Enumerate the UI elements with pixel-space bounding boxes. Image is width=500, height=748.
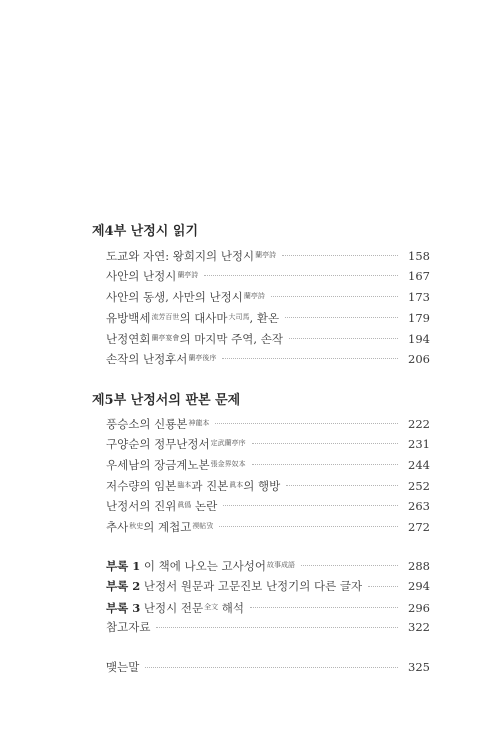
toc-entry[interactable] xyxy=(106,477,430,493)
entry-title: 손작의 난정후서$^{蘭亭後序}$ xyxy=(106,352,217,366)
entry-title: 우세남의 장금계노본$^{張金界奴本}$ xyxy=(106,458,246,472)
toc-entry-appendix-3[interactable] xyxy=(106,599,430,615)
toc-entry-closing[interactable] xyxy=(106,659,430,675)
toc-entry[interactable] xyxy=(106,456,430,472)
dot-leader xyxy=(145,666,398,668)
entry-title: 난정연회$^{蘭亭宴會}$의 마지막 주역, 손작 xyxy=(106,332,283,346)
toc-entry-appendix-1[interactable] xyxy=(106,557,430,573)
entry-title: 사안의 난정시$^{蘭亭詩}$ xyxy=(106,269,199,283)
page-number: 296 xyxy=(408,601,430,615)
dot-leader xyxy=(222,357,398,359)
toc-entry-appendix-2[interactable] xyxy=(106,578,430,594)
entry-title: 사안의 동생, 사만의 난정시$^{蘭亭詩}$ xyxy=(106,290,265,304)
dot-leader xyxy=(223,504,398,506)
dot-leader xyxy=(252,463,398,465)
page-number: 173 xyxy=(408,290,430,304)
dot-leader xyxy=(156,626,398,628)
page-number: 294 xyxy=(408,579,430,593)
entry-title: 유방백세$^{流芳百世}$의 대사마$^{大司馬}$, 환온 xyxy=(106,311,280,325)
entry-title: 부록 1 이 책에 나오는 고사성어$^{故事成語}$ xyxy=(106,559,295,573)
toc-entry[interactable] xyxy=(106,518,430,534)
page-number: 325 xyxy=(408,660,430,674)
toc-entry[interactable] xyxy=(106,267,430,283)
dot-leader xyxy=(368,585,398,587)
toc-entry[interactable] xyxy=(106,415,430,431)
toc-entry[interactable] xyxy=(106,309,430,325)
dot-leader xyxy=(215,422,398,424)
dot-leader xyxy=(289,337,398,339)
dot-leader xyxy=(282,254,398,256)
entry-title: 풍승소의 신룡본$^{神龍本}$ xyxy=(106,417,210,431)
page-number: 222 xyxy=(408,417,430,431)
page-number: 167 xyxy=(408,269,430,283)
page-number: 158 xyxy=(408,249,430,263)
toc-entry[interactable] xyxy=(106,288,430,304)
page-number: 231 xyxy=(408,437,430,451)
dot-leader xyxy=(301,564,398,566)
dot-leader xyxy=(252,442,398,444)
entry-title: 참고자료 xyxy=(106,620,151,634)
page-number: 272 xyxy=(408,520,430,534)
toc-entry[interactable] xyxy=(106,497,430,513)
entry-title: 부록 2 난정서 원문과 고문진보 난정기의 다른 글자 xyxy=(106,579,363,593)
toc-entry[interactable] xyxy=(106,330,430,346)
dot-leader xyxy=(286,484,398,486)
entry-title: 구양순의 정무난정서$^{定武蘭亭序}$ xyxy=(106,437,246,451)
page-number: 252 xyxy=(408,479,430,493)
dot-leader xyxy=(250,606,398,608)
toc-entry[interactable] xyxy=(106,247,430,263)
entry-title: 맺는말 xyxy=(106,660,140,674)
toc-entry-references[interactable] xyxy=(106,619,430,635)
page-number: 263 xyxy=(408,499,430,513)
part-4-heading: 제4부 난정시 읽기 xyxy=(92,224,199,239)
page-number: 244 xyxy=(408,458,430,472)
part-5-heading: 제5부 난정서의 판본 문제 xyxy=(92,393,241,408)
page-number: 288 xyxy=(408,559,430,573)
dot-leader xyxy=(219,525,398,527)
toc-entry[interactable] xyxy=(106,350,430,366)
dot-leader xyxy=(271,295,398,297)
entry-title: 난정서의 진위$^{眞僞}$ 논란 xyxy=(106,499,218,513)
dot-leader xyxy=(285,316,398,318)
toc-entry[interactable] xyxy=(106,435,430,451)
page-number: 179 xyxy=(408,311,430,325)
entry-title: 추사$^{秋史}$의 계첩고$^{禊帖攷}$ xyxy=(106,520,214,534)
dot-leader xyxy=(204,274,398,276)
entry-title: 저수량의 임본$^{臨本}$과 진본$^{眞本}$의 행방 xyxy=(106,479,281,493)
page-number: 194 xyxy=(408,332,430,346)
entry-title: 부록 3 난정시 전문$^{全文}$ 해석 xyxy=(106,601,244,615)
entry-title: 도교와 자연: 왕희지의 난정시$^{蘭亭詩}$ xyxy=(106,249,277,263)
page-number: 206 xyxy=(408,352,430,366)
page-number: 322 xyxy=(408,620,430,634)
